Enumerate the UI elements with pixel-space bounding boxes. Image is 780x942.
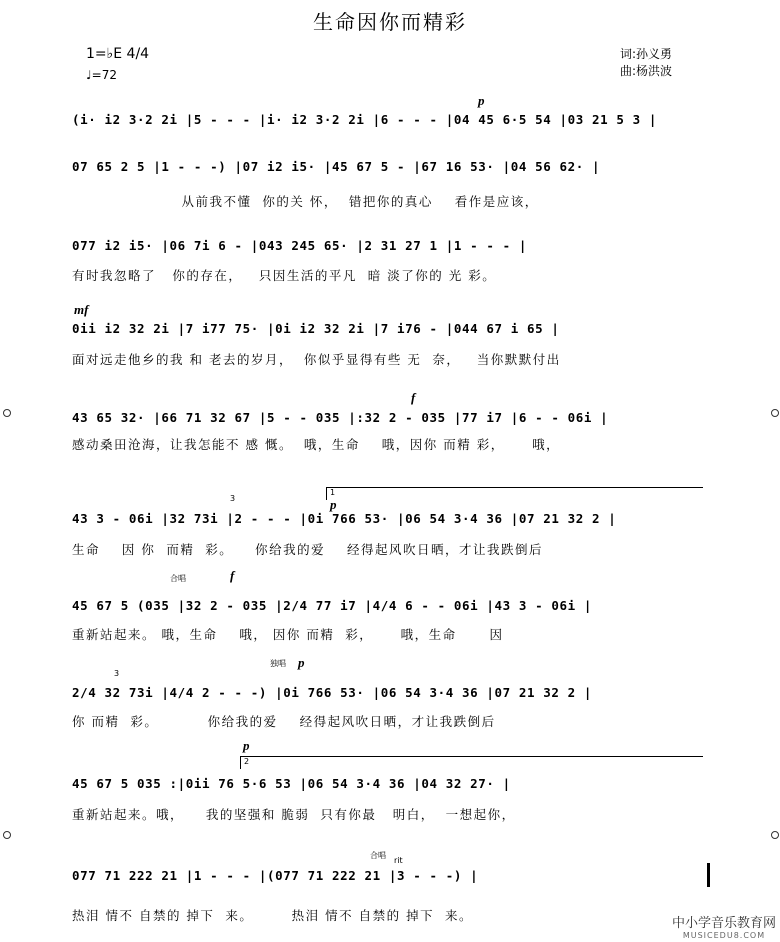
punch-hole-marker bbox=[771, 409, 779, 417]
triplet-marker: 3 bbox=[114, 669, 120, 678]
triplet-marker: 3 bbox=[230, 494, 236, 503]
score-row-10-lyrics: 热泪 情不 自禁的 掉下 来。 热泪 情不 自禁的 掉下 来。 bbox=[72, 908, 474, 923]
dynamic-p-mark: p bbox=[478, 93, 485, 108]
punch-hole-marker bbox=[771, 831, 779, 839]
watermark-site-name: 中小学音乐教育网 bbox=[671, 916, 776, 931]
second-ending-bracket bbox=[240, 756, 703, 769]
score-row-8-lyrics: 你 而精 彩。 你给我的爱 经得起风吹日晒，才让我跌倒后 bbox=[72, 714, 496, 729]
second-ending-number: 2 bbox=[244, 757, 250, 766]
first-ending-number: 1 bbox=[330, 488, 336, 497]
dynamic-f-mark: f bbox=[411, 390, 416, 405]
punch-hole-marker bbox=[3, 409, 11, 417]
lyricist-credit: 词:孙义勇 bbox=[620, 47, 673, 61]
score-row-7-lyrics: 重新站起来。 哦，生命 哦， 因你 而精 彩， 哦，生命 因 bbox=[72, 627, 504, 642]
dynamic-p-mark: p bbox=[243, 738, 250, 753]
ritardando-label: rit bbox=[394, 856, 403, 865]
score-row-2-music: 07 65 2 5 |1 - - -) |07 i2 i5· |45 67 5 - |67 16 53· |04 56 62· | bbox=[72, 159, 601, 174]
score-row-3-music: 077 i2 i5· |06 7i 6 - |043 245 65· |2 31 27 1 |1 - - - | bbox=[72, 238, 528, 253]
score-row-6-lyrics: 生命 因 你 而精 彩。 你给我的爱 经得起风吹日晒，才让我跌倒后 bbox=[72, 542, 544, 557]
score-row-9-music: 45 67 5 035 :|0ii 76 5·6 53 |06 54 3·4 36 |04 32 27· | bbox=[72, 776, 511, 791]
dynamic-p-mark: p bbox=[330, 497, 337, 512]
score-row-4-music: 0ii i2 32 2i |7 i77 75· |0i i2 32 2i |7 i76 - |044 67 i 65 | bbox=[72, 321, 560, 336]
final-barline bbox=[707, 863, 710, 887]
watermark-url: MUSICEDU8.COM bbox=[682, 931, 766, 940]
dynamic-mf-mark: mf bbox=[74, 302, 89, 317]
dynamic-f-mark: f bbox=[230, 568, 235, 583]
score-row-1-music: (i· i2 3·2 2i |5 - - - |i· i2 3·2 2i |6 - - - |04 45 6·5 54 |03 21 5 3 | bbox=[72, 112, 658, 127]
score-row-2-lyrics: 从前我不懂 你的关 怀， 错把你的真心 看作是应该， bbox=[72, 194, 539, 209]
solo-label: 独唱 bbox=[270, 659, 286, 668]
composer-credit: 曲:杨洪波 bbox=[620, 64, 673, 78]
first-ending-bracket bbox=[326, 487, 703, 500]
dynamic-p-mark: p bbox=[298, 655, 305, 670]
score-row-7-music: 45 67 5 (035 |32 2 - 035 |2/4 77 i7 |4/4 6 - - 06i |43 3 - 06i | bbox=[72, 598, 593, 613]
score-row-3-lyrics: 有时我忽略了 你的存在， 只因生活的平凡 暗 淡了你的 光 彩。 bbox=[72, 268, 497, 283]
page-title: 生命因你而精彩 bbox=[313, 10, 467, 34]
score-row-5-lyrics: 感动桑田沧海，让我怎能不 感 慨。 哦，生命 哦，因你 而精 彩， 哦， bbox=[72, 437, 561, 452]
chorus-label: 合唱 bbox=[170, 574, 186, 583]
score-row-9-lyrics: 重新站起来。哦， 我的坚强和 脆弱 只有你最 明白， 一想起你， bbox=[72, 807, 516, 822]
score-row-10-music: 077 71 222 21 |1 - - - |(077 71 222 21 |3 - - -) | bbox=[72, 868, 479, 883]
score-row-8-music: 2/4 32 73i |4/4 2 - - -) |0i 766 53· |06 54 3·4 36 |07 21 32 2 | bbox=[72, 685, 593, 700]
score-row-5-music: 43 65 32· |66 71 32 67 |5 - - 035 |:32 2 - 035 |77 i7 |6 - - 06i | bbox=[72, 410, 609, 425]
site-watermark bbox=[672, 912, 776, 940]
punch-hole-marker bbox=[3, 831, 11, 839]
chorus-label: 合唱 bbox=[370, 851, 386, 860]
tempo-marking: ♩=72 bbox=[86, 68, 117, 82]
score-row-4-lyrics: 面对远走他乡的我 和 老去的岁月， 你似乎显得有些 无 奈， 当你默默付出 bbox=[72, 352, 561, 367]
credits bbox=[620, 46, 672, 80]
score-row-6-music: 43 3 - 06i |32 73i |2 - - - |0i 766 53· |06 54 3·4 36 |07 21 32 2 | bbox=[72, 511, 617, 526]
key-signature: 1=♭E 4/4 bbox=[86, 46, 150, 62]
